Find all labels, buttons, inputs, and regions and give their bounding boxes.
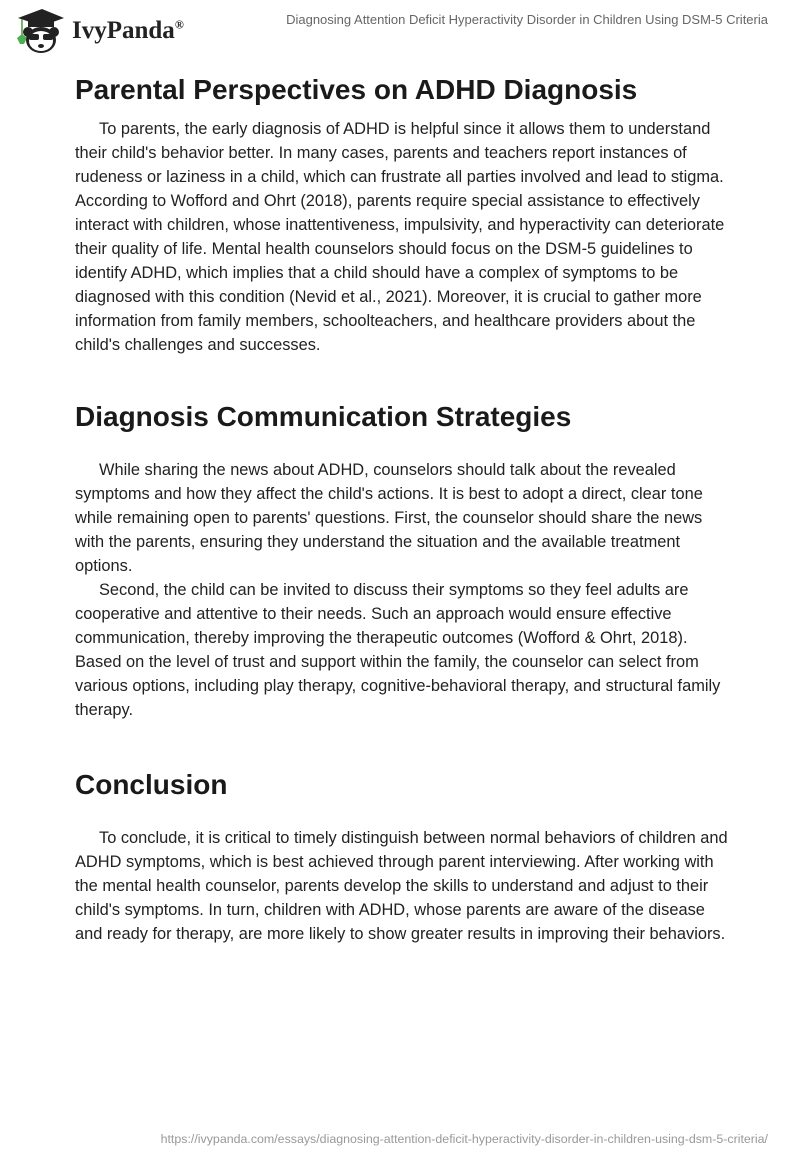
document-title: Diagnosing Attention Deficit Hyperactivity Disorder in Children Using DSM-5 Criteria xyxy=(286,12,768,27)
section-heading: Diagnosis Communication Strategies xyxy=(75,401,572,432)
paragraph: To parents, the early diagnosis of ADHD is helpful since it allows them to understand their child's behavior better. In many cases, parents and teachers report instances of rudeness or laziness in a child, which can frustrate all parties involved and lead to stigma. According to Wofford and Ohrt (2018), parents require special assistance to effectively interact with children, whose inattentiveness, impulsivity, and hyperactivity can deteriorate their quality of life. Mental health counselors should focus on the DSM-5 guidelines to identify ADHD, which implies that a child should have a complex of symptoms to be diagnosed with this condition (Nevid et al., 2021). Moreover, it is crucial to gather more information from family members, schoolteachers, and healthcare providers about the child's challenges and successes. xyxy=(75,120,725,354)
panda-graduate-icon xyxy=(14,6,66,56)
paragraph: To conclude, it is critical to timely distinguish between normal behaviors of children and ADHD symptoms, which is best achieved through parent interviewing. After working with the mental health counselor, parents develop the skills to understand and adjust to their child's symptoms. In turn, children with ADHD, whose parents are aware of the disease and ready for therapy, are more likely to show greater results in improving their behaviors. xyxy=(75,829,728,943)
section-heading: Conclusion xyxy=(75,769,228,800)
registered-mark: ® xyxy=(174,17,184,32)
paragraph: While sharing the news about ADHD, counselors should talk about the revealed symptoms and how they affect the child's actions. It is best to adopt a direct, clear tone while remaining open to parents' questions. First, the counselor should share the news with the parents, ensuring they understand the situation and the available treatment options. xyxy=(75,461,703,575)
logo-name: IvyPanda xyxy=(72,17,175,44)
source-url[interactable]: https://ivypanda.com/essays/diagnosing-attention-deficit-hyperactivity-disorder-in-children-using-dsm-5-criteria/ xyxy=(160,1132,768,1146)
ivypanda-logo[interactable] xyxy=(14,6,184,56)
logo-text xyxy=(72,17,184,45)
section-heading: Parental Perspectives on ADHD Diagnosis xyxy=(75,74,638,105)
paragraph: Second, the child can be invited to discuss their symptoms so they feel adults are cooperative and attentive to their needs. Such an approach would ensure effective communication, thereby improving the therapeutic outcomes (Wofford & Ohrt, 2018). Based on the level of trust and support within the family, the counselor can select from various options, including play therapy, cognitive-behavioral therapy, and structural family therapy. xyxy=(75,581,721,719)
